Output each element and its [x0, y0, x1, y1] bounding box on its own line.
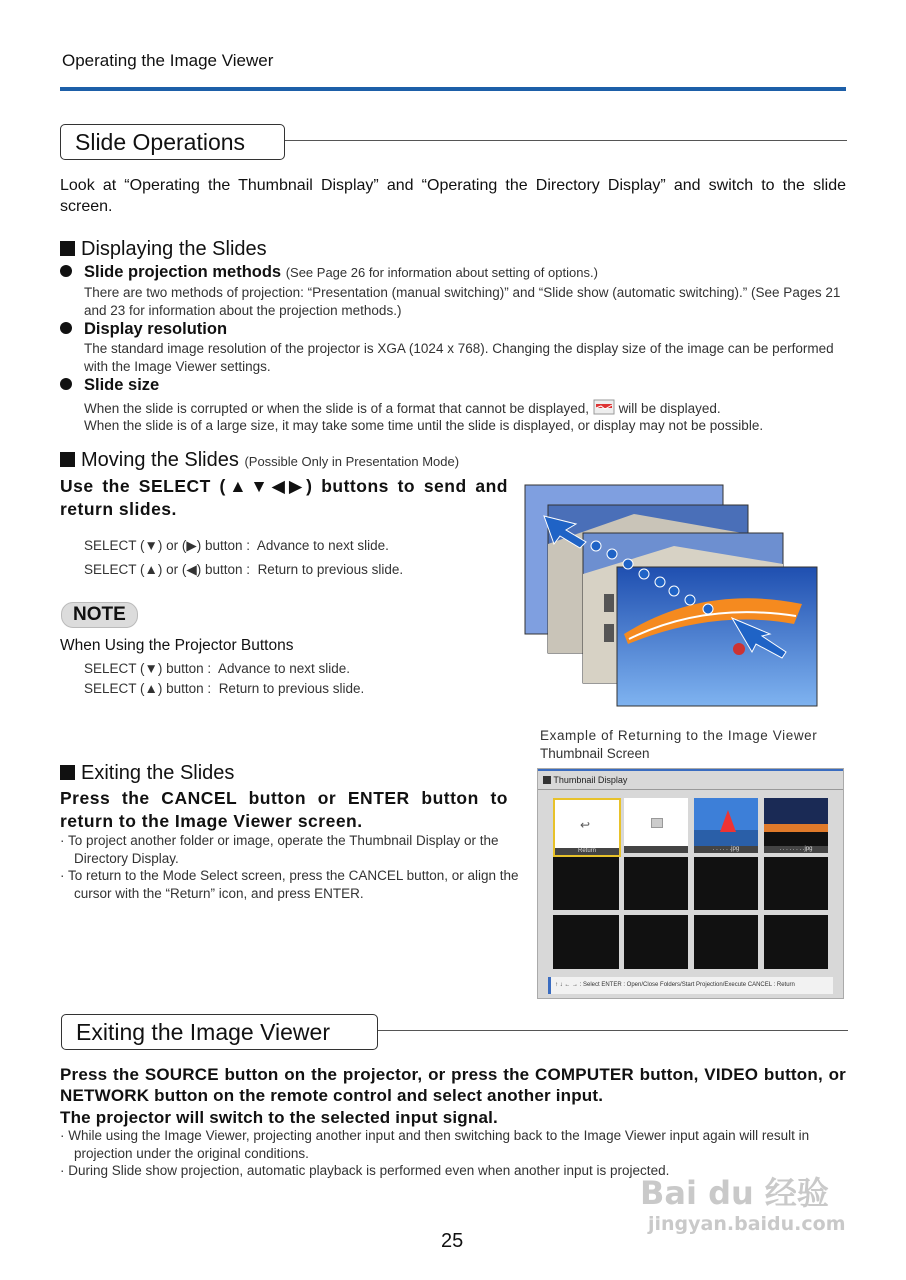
bullet-dot-icon — [60, 322, 72, 334]
watermark-brand: Bai du 经验 — [640, 1174, 829, 1212]
moving-lead: Use the SELECT (▲▼◀▶) buttons to send and return slides. — [60, 476, 508, 519]
item-display-resolution: Display resolution — [60, 320, 227, 339]
title-divider — [538, 789, 843, 790]
thumb-empty — [764, 915, 828, 969]
section-rule — [280, 140, 847, 141]
moving-row-2: SELECT (▲) or (◀) button : Return to previous slide. — [84, 562, 404, 577]
intro-text: Look at “Operating the Thumbnail Display” and “Operating the Directory Display” and switch to the slide screen. — [60, 177, 846, 215]
thumbnail-window-title: Thumbnail Display — [543, 775, 627, 785]
thumb-label — [624, 846, 688, 853]
windsurf-sail-icon — [720, 810, 736, 832]
section-title-exiting-viewer: Exiting the Image Viewer — [61, 1014, 378, 1050]
thumb-return[interactable] — [553, 798, 621, 857]
thumb-empty — [694, 915, 758, 969]
viewer-bullet-2: · During Slide show projection, automatic playback is performed even when another input is projected. — [60, 1163, 670, 1178]
exiting-bullet-1: · To project another folder or image, operate the Thumbnail Display or the Directory Display. — [60, 833, 499, 866]
square-bullet-icon — [60, 452, 75, 467]
displaying-heading: Displaying the Slides — [60, 238, 267, 261]
watermark-url: jingyan.baidu.com — [648, 1213, 846, 1235]
slides-illustration — [524, 484, 820, 708]
page-number: 25 — [441, 1230, 464, 1252]
square-bullet-icon — [60, 765, 75, 780]
bullet-dot-icon — [60, 378, 72, 390]
thumb-empty — [694, 857, 758, 910]
note-badge: NOTE — [61, 602, 138, 628]
item-slide-size: Slide size — [60, 376, 159, 395]
figure-caption-1: Example of Returning to the Image Viewer — [540, 728, 818, 743]
exiting-slides-lead: Press the CANCEL button or ENTER button to return to the Image Viewer screen. — [60, 788, 508, 831]
return-icon: ↩ — [580, 818, 591, 832]
viewer-bullet-1: · While using the Image Viewer, projecting another input and then switching back to the Image Viewer input again will result in projection under the original conditions. — [60, 1128, 810, 1161]
thumb-image-1[interactable] — [694, 798, 758, 853]
thumb-empty — [553, 915, 619, 969]
display-resolution-text: The standard image resolution of the projector is XGA (1024 x 768). Changing the display size of the image can be performed with the Image Viewer settings. — [84, 341, 834, 374]
bullet-dot-icon — [60, 265, 72, 277]
square-bullet-icon — [60, 241, 75, 256]
thumb-empty — [764, 857, 828, 910]
exiting-viewer-lead-1: Press the SOURCE button on the projector, or press the COMPUTER button, VIDEO button, or NETWORK button on the remote control and select another input. — [60, 1065, 846, 1105]
moving-heading: Moving the Slides (Possible Only in Presentation Mode) — [60, 449, 459, 472]
section-rule — [376, 1030, 848, 1031]
title-bar-accent — [538, 769, 843, 771]
thumb-empty — [624, 857, 688, 910]
thumbnail-screen — [537, 768, 844, 999]
note-row-1: SELECT (▼) button : Advance to next slide. — [84, 661, 351, 676]
page-header-title: Operating the Image Viewer — [62, 51, 274, 70]
thumb-folder[interactable] — [624, 798, 688, 853]
thumb-label: Return — [555, 848, 619, 855]
note-row-2: SELECT (▲) button : Return to previous slide. — [84, 681, 365, 696]
note-heading: When Using the Projector Buttons — [60, 637, 294, 654]
broken-image-icon — [593, 399, 615, 415]
header-rule — [60, 87, 846, 91]
moving-row-1: SELECT (▼) or (▶) button : Advance to next slide. — [84, 538, 389, 553]
slide-size-text: When the slide is corrupted or when the slide is of a format that cannot be displayed, will be displayed. — [84, 401, 721, 416]
section-title-slide-operations: Slide Operations — [60, 124, 285, 160]
exiting-viewer-lead-2: The projector will switch to the selected input signal. — [60, 1108, 498, 1127]
exiting-slides-heading: Exiting the Slides — [60, 762, 234, 785]
grid-icon — [543, 776, 551, 784]
thumb-empty — [553, 857, 619, 910]
item-projection-methods: Slide projection methods (See Page 26 for information about setting of options.) — [60, 263, 598, 282]
thumb-empty — [624, 915, 688, 969]
slide-size-text-2: When the slide is of a large size, it may take some time until the slide is displayed, or display may not be possible. — [84, 418, 764, 433]
projection-methods-text: There are two methods of projection: “Presentation (manual switching)” and “Slide show (automatic switching).” (See Pages 21 and 23 for information about the projection methods.) — [84, 285, 841, 318]
thumb-label: . . . . . .jpg — [694, 846, 758, 853]
thumb-label: . . . . . . . .jpg — [764, 846, 828, 853]
exiting-bullet-2: · To return to the Mode Select screen, press the CANCEL button, or align the cursor with the “Return” icon, and press ENTER. — [60, 868, 519, 901]
figure-caption-2: Thumbnail Screen — [540, 746, 650, 761]
thumb-image-2[interactable] — [764, 798, 828, 853]
folder-icon — [651, 818, 663, 828]
status-bar: ↑ ↓ ← → : Select ENTER : Open/Close Folders/Start Projection/Execute CANCEL : Return — [548, 977, 833, 994]
